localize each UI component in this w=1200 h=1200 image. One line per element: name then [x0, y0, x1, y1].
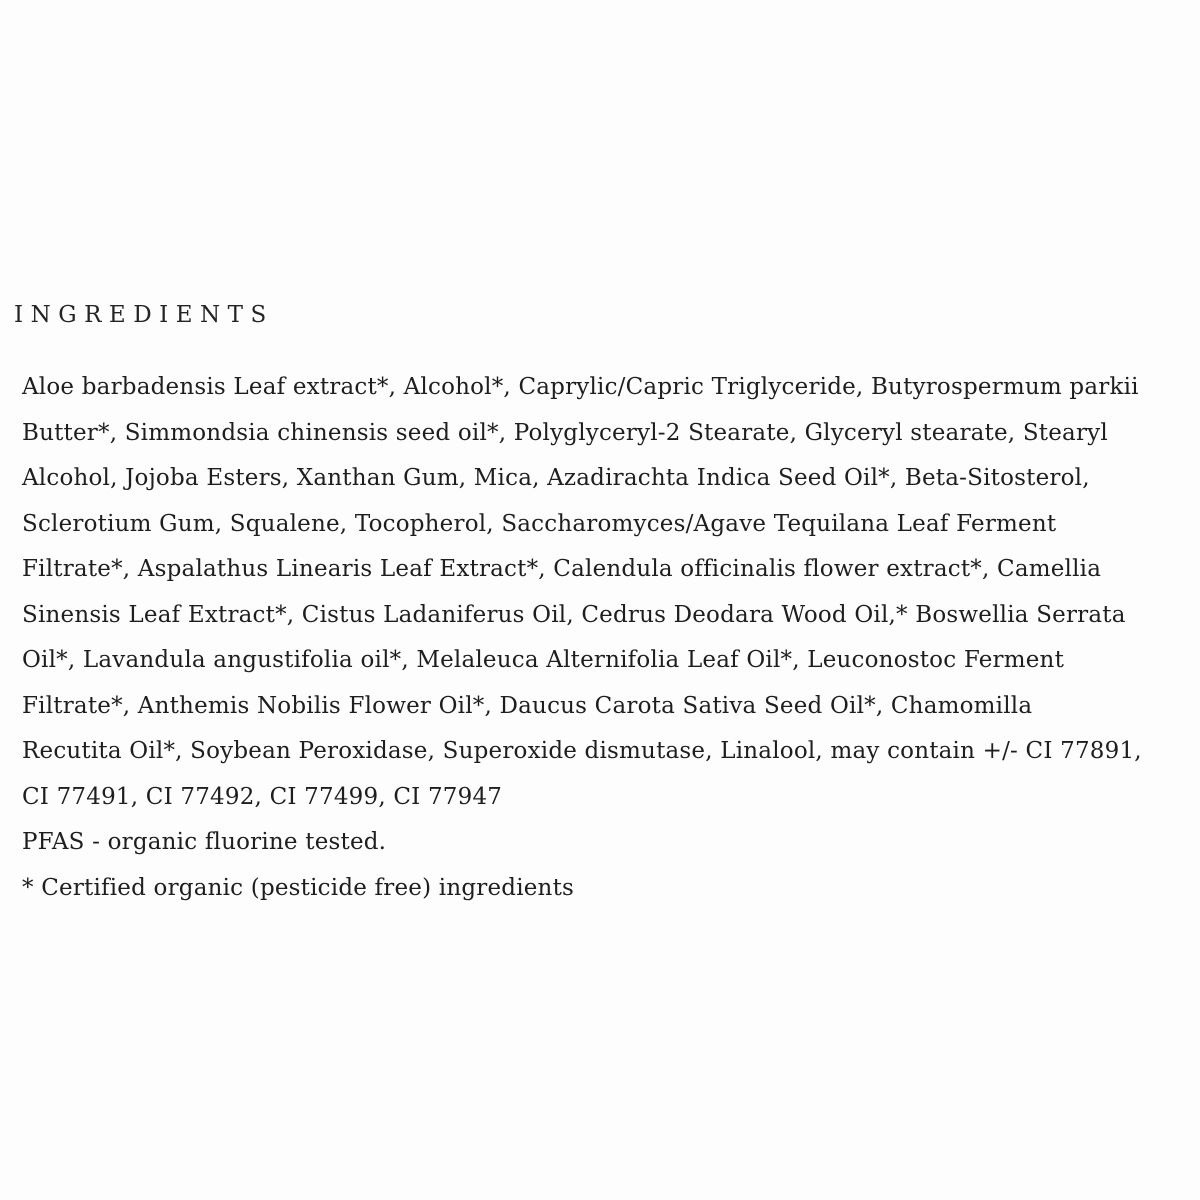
pfas-note: PFAS - organic fluorine tested.	[22, 829, 387, 855]
ingredients-heading: INGREDIENTS	[14, 302, 274, 328]
ingredients-line: Filtrate*, Anthemis Nobilis Flower Oil*, Daucus Carota Sativa Seed Oil*, Chamomilla	[22, 692, 1033, 719]
ingredients-line: CI 77491, CI 77492, CI 77499, CI 77947	[22, 783, 503, 810]
certification-note: * Certified organic (pesticide free) ingredients	[22, 874, 575, 901]
ingredients-line: Aloe barbadensis Leaf extract*, Alcohol*, Caprylic/Capric Triglyceride, Butyrospermum parkii	[22, 374, 1139, 400]
ingredients-line: Butter*, Simmondsia chinensis seed oil*, Polyglyceryl-2 Stearate, Glyceryl stearate, Stearyl	[22, 419, 1108, 446]
ingredients-line: Alcohol, Jojoba Esters, Xanthan Gum, Mica, Azadirachta Indica Seed Oil*, Beta-Sitosterol,	[22, 465, 1090, 491]
ingredients-line: Sclerotium Gum, Squalene, Tocopherol, Saccharomyces/Agave Tequilana Leaf Ferment	[22, 510, 1057, 537]
ingredients-content	[14, 301, 1192, 911]
ingredients-list	[22, 365, 1192, 911]
ingredients-line: Sinensis Leaf Extract*, Cistus Ladaniferus Oil, Cedrus Deodara Wood Oil,* Boswellia Serrata	[22, 601, 1126, 628]
ingredients-line: Filtrate*, Aspalathus Linearis Leaf Extract*, Calendula officinalis flower extract*, Camellia	[22, 556, 1102, 582]
ingredients-line: Oil*, Lavandula angustifolia oil*, Melaleuca Alternifolia Leaf Oil*, Leuconostoc Ferment	[22, 647, 1065, 673]
ingredients-line: Recutita Oil*, Soybean Peroxidase, Superoxide dismutase, Linalool, may contain +/- CI 77891,	[22, 738, 1142, 764]
